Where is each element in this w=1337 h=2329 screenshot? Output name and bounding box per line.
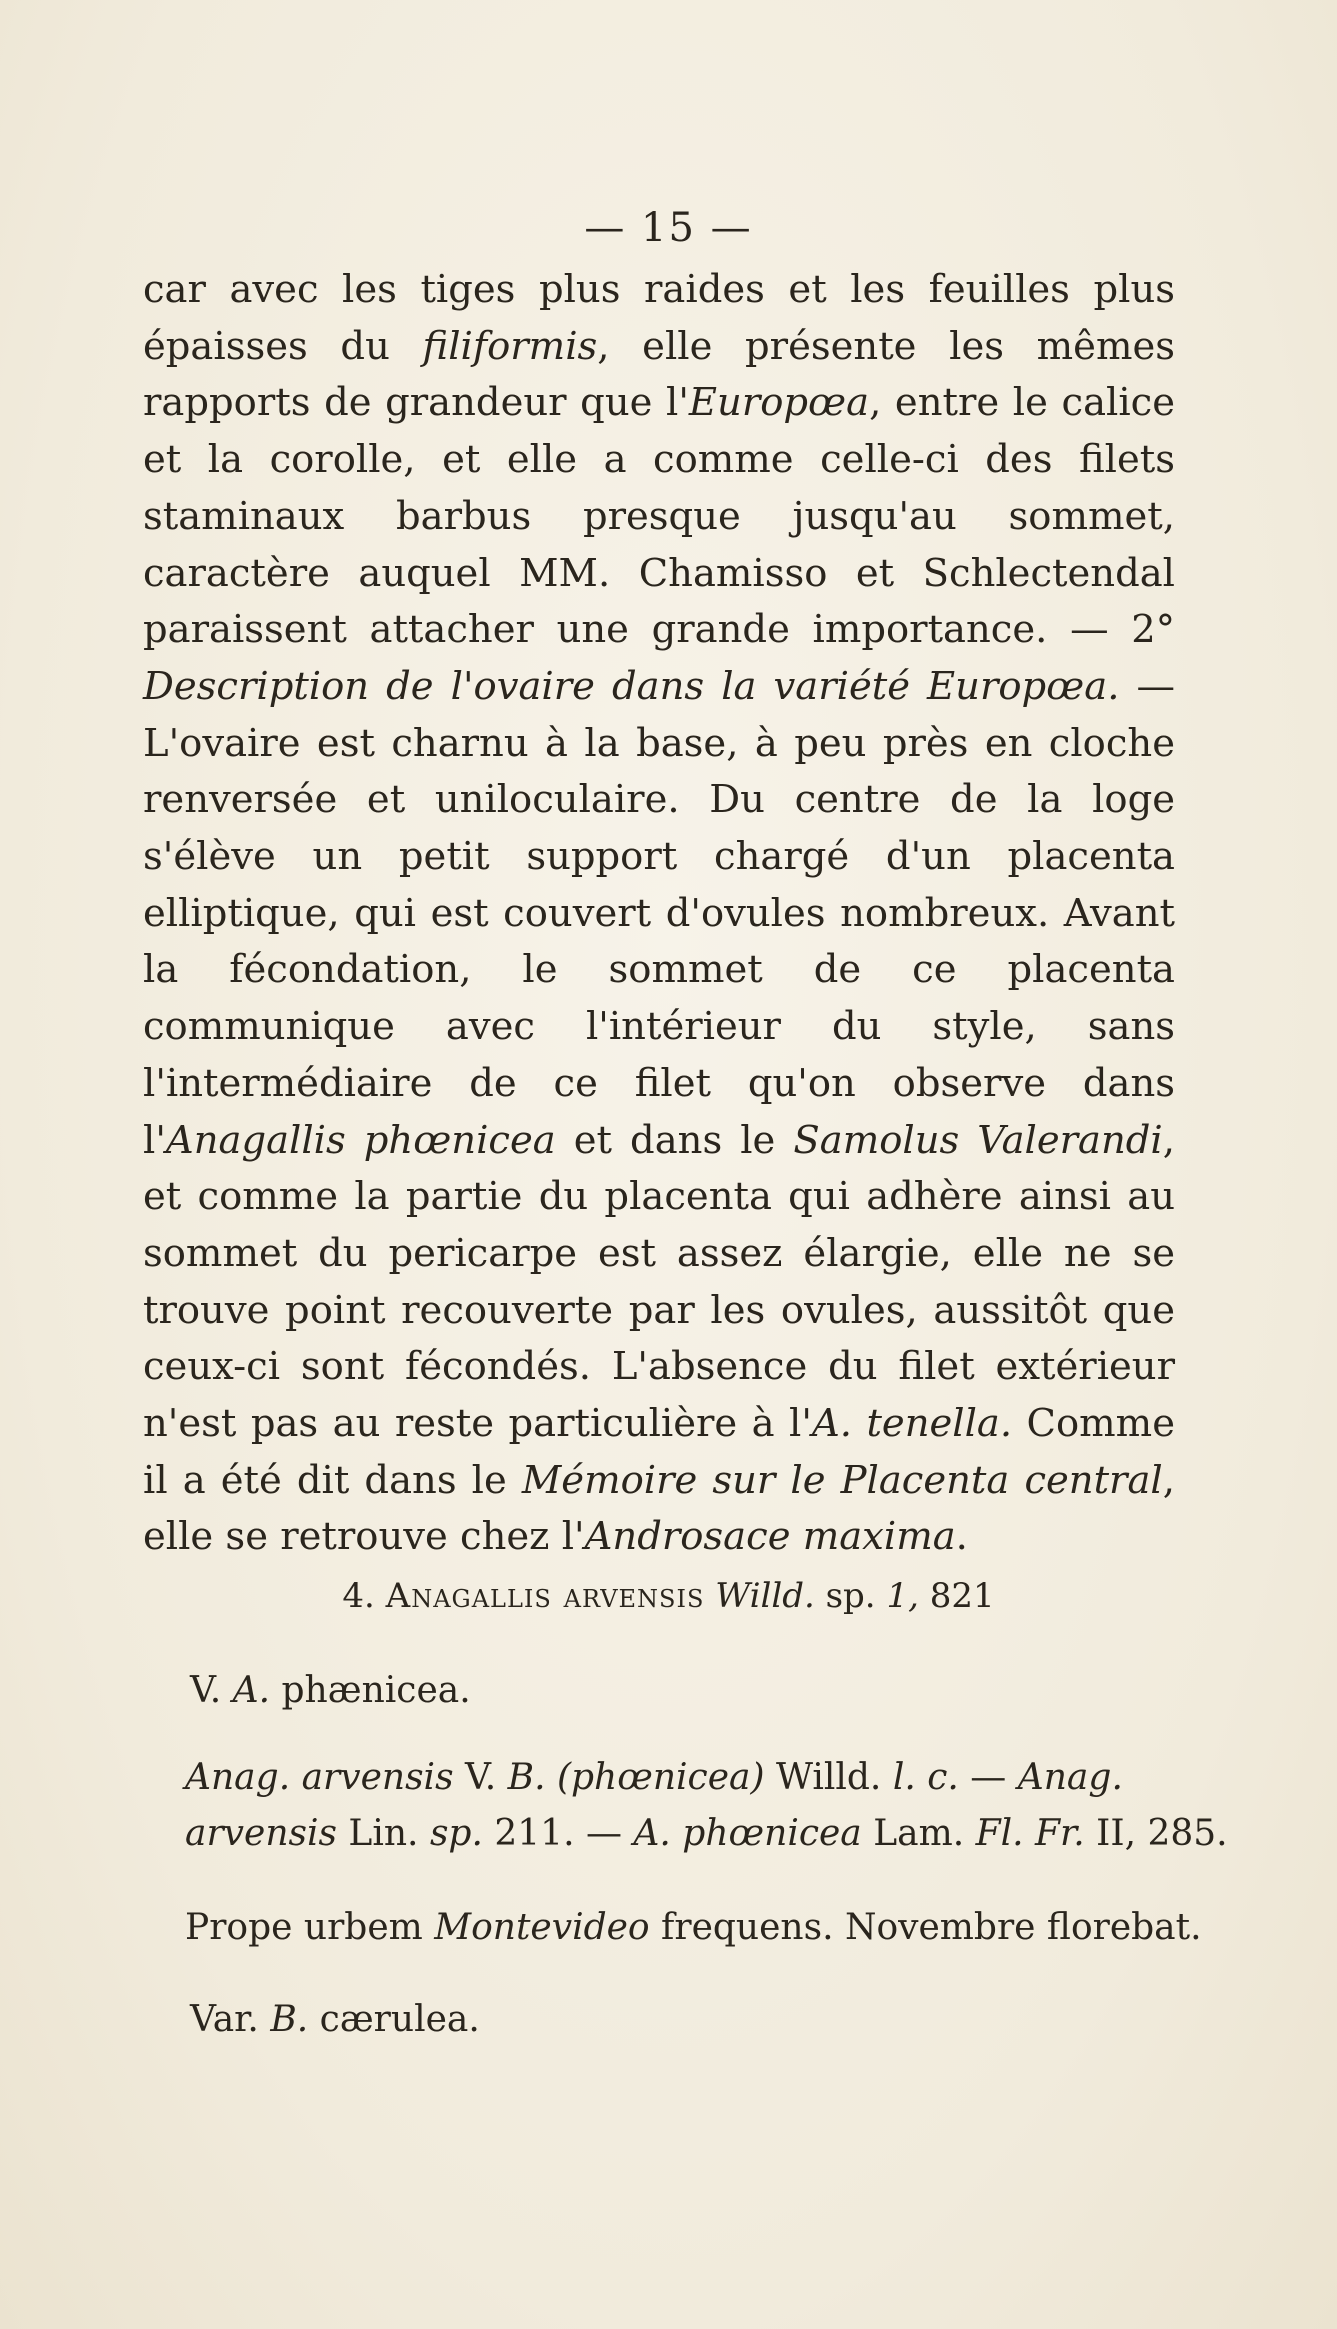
variety-alpha <box>190 1663 471 1719</box>
species-ref-volume: 1, <box>886 1576 919 1616</box>
variety-epithet: phænicea. <box>281 1670 471 1711</box>
section-title: Description de l'ovaire dans la variété Europœa. <box>143 663 1120 709</box>
body-text-run: Comme il a été dit dans le <box>143 1401 1175 1503</box>
taxon-name: Anagallis phœnicea <box>165 1117 556 1163</box>
body-text-run: et dans le <box>555 1117 794 1163</box>
variety-genus: B. <box>270 1999 309 2040</box>
taxon-name: filiformis <box>422 323 598 369</box>
taxon-name: A. tenella. <box>811 1401 1013 1447</box>
locality-line <box>185 1900 1202 1956</box>
species-number: 4. <box>342 1576 375 1616</box>
body-text-run: . <box>955 1514 968 1560</box>
locality-text: Prope urbem <box>185 1907 435 1948</box>
variety-genus: A. <box>232 1670 271 1711</box>
body-text-run: , et comme la partie du placenta qui adhère ainsi au sommet du pericarpe est assez élargie, elle ne se trouve point recouverte par les ovules, aussitôt que ceux-ci sont fécondés. L'absence du filet extérieur n'est pas au reste particulière à l' <box>143 1117 1175 1447</box>
variety-label: Var. <box>190 1999 259 2040</box>
memoir-title: Mémoire sur le Placenta central <box>521 1457 1163 1503</box>
synonym-ref: Fl. Fr. <box>975 1813 1085 1854</box>
synonym-taxon: arvensis <box>185 1813 337 1854</box>
locality-place: Montevideo <box>434 1907 650 1948</box>
body-text-run: , elle se retrouve chez l' <box>143 1457 1175 1560</box>
taxon-name: Samolus Valerandi <box>793 1117 1163 1163</box>
species-heading <box>0 1568 1337 1624</box>
synonym-text: V. <box>465 1757 497 1798</box>
body-text-run: , elle présente les mêmes rapports de grandeur que l' <box>143 323 1176 426</box>
synonym-taxon: A. phœnicea <box>633 1813 862 1854</box>
synonym-dash: — <box>970 1757 1007 1798</box>
species-ref-page: 821 <box>929 1576 995 1616</box>
variety-label: V. <box>190 1670 222 1711</box>
synonym-author: Lam. <box>873 1813 965 1854</box>
synonymy-line-2 <box>185 1806 1228 1862</box>
synonym-taxon: Anag. <box>1017 1757 1123 1798</box>
synonym-ref: sp. <box>429 1813 483 1854</box>
variety-epithet: cærulea. <box>319 1999 480 2040</box>
taxon-name: Europœa <box>688 380 870 426</box>
synonym-text: 211. — <box>494 1813 622 1854</box>
synonym-ref: l. c. <box>892 1757 959 1798</box>
synonym-taxon: Anag. arvensis <box>185 1757 454 1798</box>
synonymy-line-1 <box>185 1750 1175 1806</box>
species-ref: sp. <box>825 1576 876 1616</box>
body-text-run: — L'ovaire est charnu à la base, à peu près en cloche renversée et uniloculaire. Du centre de la loge s'élève un petit support chargé d'un placenta elliptique, qui est couvert d'ovules nombreux. Avant la fécondation, le sommet de ce placenta communique avec l'intérieur du style, sans l'intermédiaire de ce filet qu'on observe dans l' <box>143 663 1175 1163</box>
synonym-taxon: (phœnicea) <box>556 1757 765 1798</box>
synonymy-block <box>185 1750 1228 1862</box>
page-number: — 15 — <box>584 205 753 251</box>
taxon-name: Androsace maxima <box>584 1514 956 1560</box>
synonym-text: II, 285. <box>1096 1813 1228 1854</box>
variety-beta <box>190 1992 480 2048</box>
synonym-author: Lin. <box>348 1813 419 1854</box>
locality-text: frequens. Novembre florebat. <box>649 1907 1202 1948</box>
species-author: Willd. <box>715 1576 815 1616</box>
body-text-run: car avec les tiges plus raides et les feuilles plus épaisses du <box>143 267 1175 369</box>
synonym-author: Willd. <box>775 1757 882 1798</box>
species-name: Anagallis arvensis <box>385 1576 705 1616</box>
body-paragraph <box>143 262 1175 1566</box>
body-text-run: , entre le calice et la corolle, et elle a comme celle-ci des filets staminaux barbus presque jusqu'au sommet, caractère auquel MM. Chamisso et Schlectendal paraissent attacher une grande importance. — 2° <box>143 380 1175 653</box>
synonym-taxon: B. <box>507 1757 546 1798</box>
